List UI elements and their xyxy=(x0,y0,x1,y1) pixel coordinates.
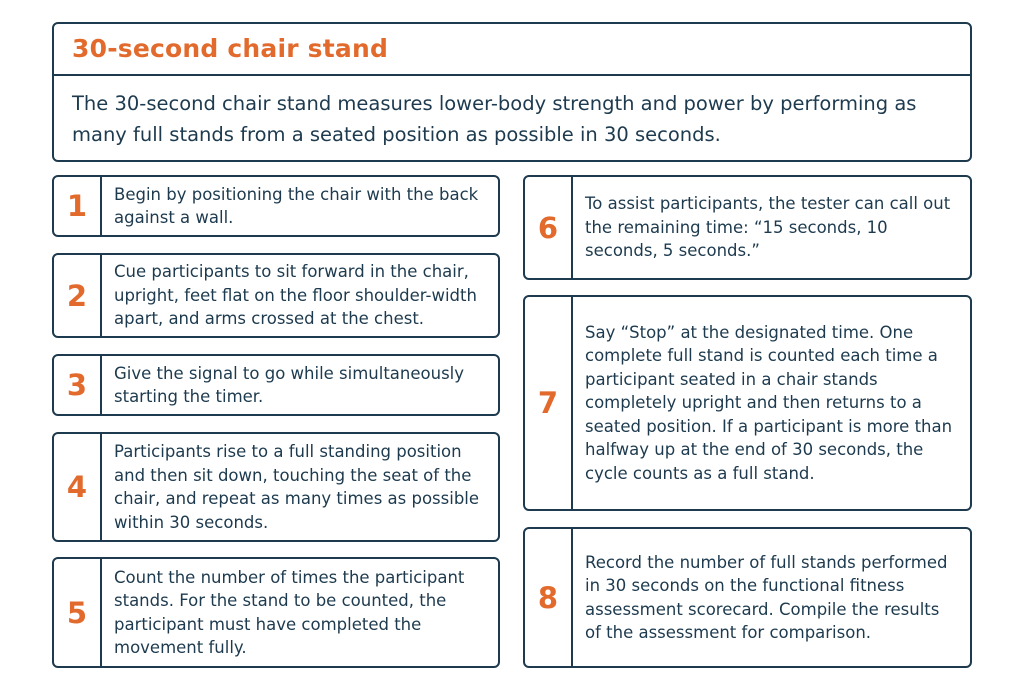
step-number: 5 xyxy=(54,559,102,666)
step-number: 8 xyxy=(525,529,573,666)
step-text: Participants rise to a full standing position and then sit down, touching the seat of the chair, and repeat as many times as possible within 30 seconds. xyxy=(114,442,480,532)
step-text: To assist participants, the tester can call out the remaining time: “15 seconds, 10 seconds, 5 seconds.” xyxy=(585,194,951,261)
step-card-6 xyxy=(523,175,972,280)
step-card-7 xyxy=(523,295,972,511)
step-card-5 xyxy=(52,557,500,668)
step-text: Begin by positioning the chair with the back against a wall. xyxy=(114,184,479,227)
step-card-1 xyxy=(52,175,500,237)
step-number: 3 xyxy=(54,356,102,414)
step-text: Cue participants to sit forward in the chair, upright, feet flat on the floor shoulder-width apart, and arms crossed at the chest. xyxy=(114,262,477,329)
step-number: 1 xyxy=(54,177,102,235)
step-text: Say “Stop” at the designated time. One complete full stand is counted each time a participant seated in a chair stands completely upright and then returns to a seated position. If a participant is more than halfway up at the end of 30 seconds, the cycle counts as a full stand. xyxy=(585,322,953,483)
step-text: Record the number of full stands performed in 30 seconds on the functional fitness assessment scorecard. Compile the results of the assessment for comparison. xyxy=(585,552,948,642)
page-title: 30-second chair stand xyxy=(54,24,970,76)
step-number: 6 xyxy=(525,177,573,278)
step-text: Give the signal to go while simultaneously starting the timer. xyxy=(114,363,465,406)
step-number: 7 xyxy=(525,297,573,509)
step-card-3 xyxy=(52,354,500,416)
step-number: 2 xyxy=(54,255,102,336)
header-box xyxy=(52,22,972,162)
step-number: 4 xyxy=(54,434,102,540)
step-text: Count the number of times the participant stands. For the stand to be counted, the participant must have completed the movement fully. xyxy=(114,567,465,657)
page-description: The 30-second chair stand measures lower-body strength and power by performing as many full stands from a seated position as possible in 30 seconds. xyxy=(72,92,917,146)
step-card-8 xyxy=(523,527,972,668)
step-card-4 xyxy=(52,432,500,542)
step-card-2 xyxy=(52,253,500,338)
